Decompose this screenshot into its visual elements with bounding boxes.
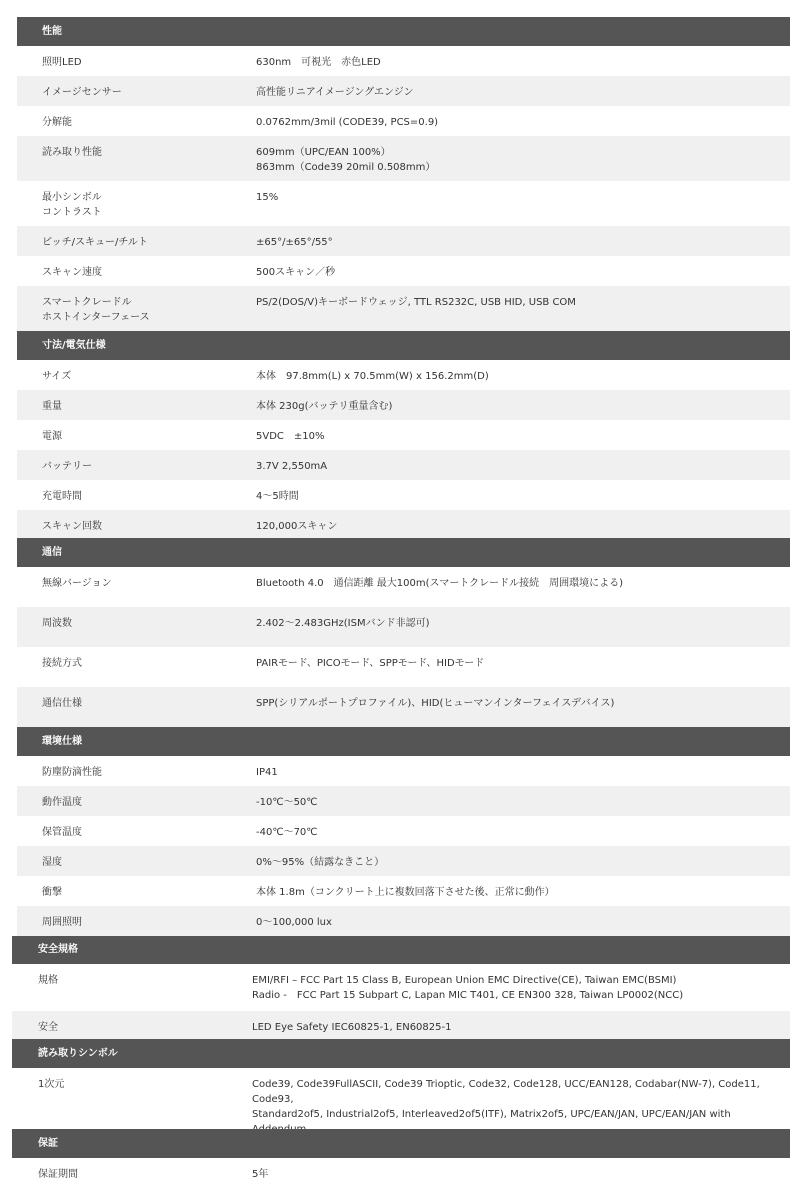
spec-label: 1次元 [38,1079,65,1090]
section-header [12,1129,790,1158]
spec-label: 読み取り性能 [42,147,102,158]
spec-row [12,1068,790,1129]
spec-row [17,786,790,816]
spec-value: PAIRモード、PICOモード、SPPモード、HIDモード [256,658,485,669]
spec-row [12,1011,790,1039]
spec-row [17,76,790,106]
spec-value: 120,000スキャン [256,521,338,532]
spec-row [12,1158,790,1188]
spec-label: 保証期間 [38,1169,78,1180]
section-title: 読み取りシンボル [38,1047,118,1059]
spec-value: Bluetooth 4.0 通信距離 最大100m(スマートクレードル接続 周囲環境による) [256,578,624,589]
spec-value: ±65°/±65°/55° [256,237,333,248]
spec-value: 0.0762mm/3mil (CODE39, PCS=0.9) [256,117,439,128]
spec-value: 15% [256,192,279,203]
section-header [17,17,790,46]
spec-row [17,420,790,450]
section-header [12,1039,790,1068]
section-title: 性能 [42,25,62,37]
spec-value: PS/2(DOS/V)キーボードウェッジ, TTL RS232C, USB HID, USB COM [256,297,576,308]
spec-label: スマートクレードル ホストインターフェース [42,297,150,323]
spec-value: 本体 230g(バッテリ重量含む) [256,401,393,412]
spec-row [17,510,790,538]
spec-label: 照明LED [42,57,82,68]
spec-row [17,106,790,136]
spec-value: SPP(シリアルポートプロファイル)、HID(ヒューマンインターフェイスデバイス) [256,698,615,709]
spec-value: 630nm 可視光 赤色LED [256,57,381,68]
spec-row [17,360,790,390]
spec-value: -10℃～50℃ [256,797,318,808]
spec-label: 接続方式 [42,658,82,669]
spec-label: 湿度 [42,857,62,868]
spec-label: 周波数 [42,618,72,629]
spec-row [17,846,790,876]
spec-label: 重量 [42,401,62,412]
spec-label: 分解能 [42,117,72,128]
spec-label: 最小シンボル コントラスト [42,192,102,218]
spec-row [17,46,790,76]
spec-label: 防塵防滴性能 [42,767,102,778]
section-header [17,331,790,360]
spec-label: スキャン速度 [42,267,102,278]
spec-row [17,607,790,647]
spec-row [17,567,790,607]
spec-label: 動作温度 [42,797,82,808]
spec-row [17,256,790,286]
spec-row [17,226,790,256]
spec-label: 安全 [38,1022,58,1033]
spec-value: 4～5時間 [256,491,299,502]
spec-row [17,136,790,181]
section-header [12,936,790,964]
spec-row [17,687,790,727]
spec-label: 衝撃 [42,887,62,898]
spec-row [17,390,790,420]
spec-value: 0～100,000 lux [256,917,332,928]
spec-row [17,480,790,510]
spec-row [17,906,790,936]
spec-label: イメージセンサー [42,87,122,98]
spec-label: 周囲照明 [42,917,82,928]
section-header [17,727,790,756]
spec-value: Code39, Code39FullASCII, Code39 Trioptic, Code32, Code128, UCC/EAN128, Codabar(NW-7), Code11, Code93, Standard2of5, Industrial2of5, Interleaved2of5(ITF), Matrix2of5, UPC/EAN/JAN, UPC/EAN/JAN with [252,1079,760,1120]
spec-label: 通信仕様 [42,698,82,709]
spec-value: 5VDC ±10% [256,431,325,442]
spec-row [17,181,790,226]
section-title: 保証 [38,1137,58,1149]
spec-row [17,756,790,786]
spec-row [17,286,790,331]
spec-value: 609mm（UPC/EAN 100%） 863mm（Code39 20mil 0.508mm） [256,147,436,173]
spec-row [12,964,790,1011]
spec-value: 0%～95%（結露なきこと） [256,857,385,868]
spec-label: 保管温度 [42,827,82,838]
spec-label: 規格 [38,975,58,986]
spec-row [17,816,790,846]
section-header [17,538,790,567]
spec-value: 3.7V 2,550mA [256,461,328,472]
spec-label: 無線バージョン [42,578,112,589]
spec-row [17,876,790,906]
spec-label: バッテリー [42,461,92,472]
spec-label: スキャン回数 [42,521,102,532]
section-title: 寸法/電気仕様 [42,339,106,351]
spec-label: ピッチ/スキュー/チルト [42,237,148,248]
spec-value: EMI/RFI – FCC Part 15 Class B, European Union EMC Directive(CE), Taiwan EMC(BSMI) Radio - FCC Part 15 Subpart C, Lapan MIC T401, CE EN300 328, Taiwan LP0002(NCC) [252,975,684,1001]
spec-row [17,450,790,480]
spec-row [17,647,790,687]
section-title: 環境仕様 [42,735,82,747]
spec-label: サイズ [42,371,72,382]
spec-value: 高性能リニアイメージングエンジン [256,87,414,98]
spec-value: LED Eye Safety IEC60825-1, EN60825-1 [252,1022,452,1033]
spec-value: 本体 97.8mm(L) x 70.5mm(W) x 156.2mm(D) [256,371,489,382]
spec-value: 2.402～2.483GHz(ISMバンド非認可) [256,618,430,629]
spec-label: 充電時間 [42,491,82,502]
spec-value: -40℃～70℃ [256,827,318,838]
spec-label: 電源 [42,431,62,442]
spec-value: 本体 1.8m（コンクリート上に複数回落下させた後、正常に動作） [256,887,555,898]
section-title: 安全規格 [38,944,78,955]
spec-value: IP41 [256,767,278,778]
section-title: 通信 [42,546,62,558]
spec-value: 5年 [252,1169,269,1180]
spec-value: 500スキャン／秒 [256,267,336,278]
